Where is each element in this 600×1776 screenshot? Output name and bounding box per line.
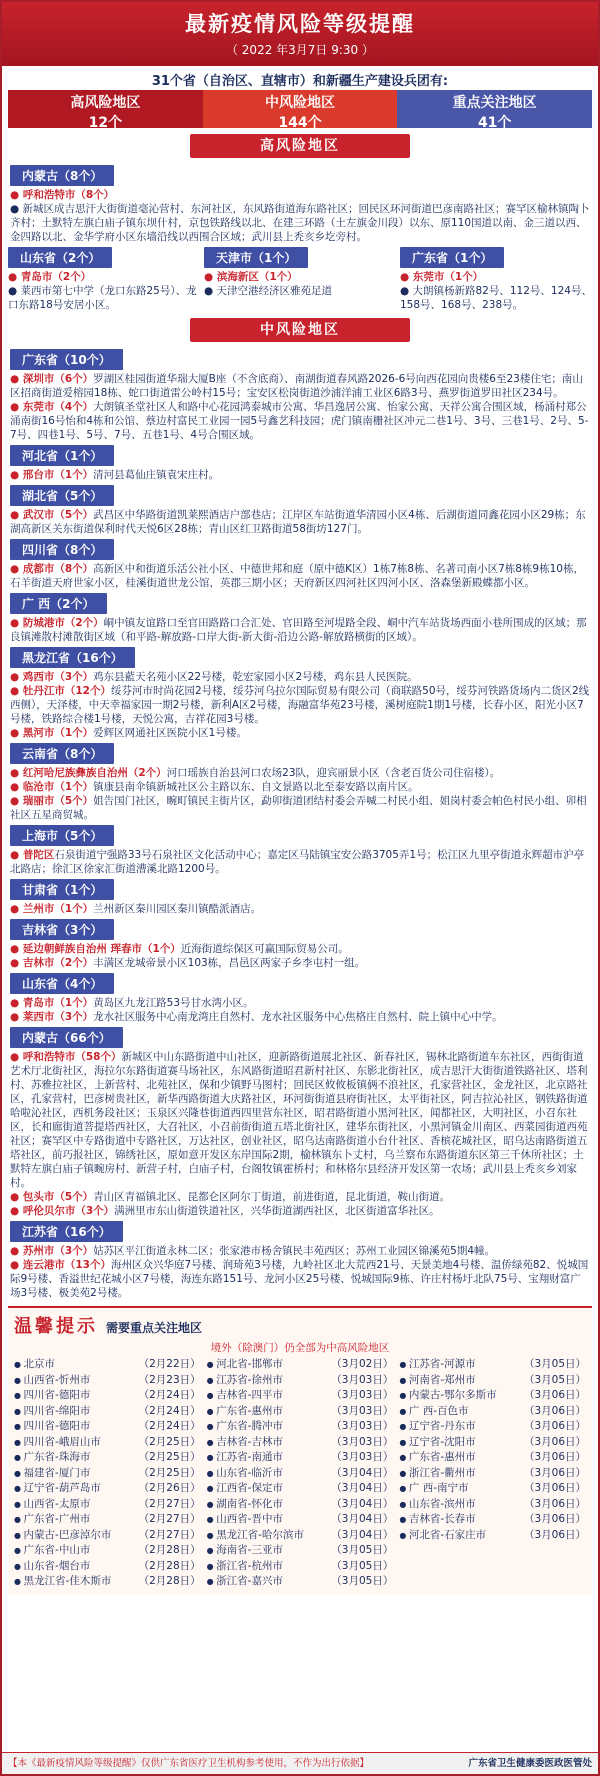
mid-province-block xyxy=(10,536,590,590)
header xyxy=(2,2,598,66)
tips-column xyxy=(14,1357,201,1590)
dot-icon: ● xyxy=(10,203,23,215)
tip-item xyxy=(14,1481,201,1497)
high-tj xyxy=(204,244,396,312)
tip-date: （2月27日） xyxy=(138,1528,201,1541)
area-text: 高新区中和街道乐活公社小区、中德世邦和庭（原中德K区）1栋7栋8栋、名著司南小区7栋8栋9栋10栋，石羊街道天府世家小区，桂溪街道世龙公馆，英郡三期小区；天府新区四河社区四河小区、洛森堡新殿蝶都小区。 xyxy=(10,563,584,589)
mid-province-block xyxy=(10,644,590,740)
bullet-icon: ● xyxy=(10,849,23,861)
tip-region: ● 辽宁省-沈阳市 xyxy=(399,1435,475,1451)
tip-date: （3月04日） xyxy=(331,1466,394,1479)
level-watch-count: 41个 xyxy=(477,115,512,131)
mid-area-item xyxy=(10,1244,590,1258)
area-text: 黄岛区九龙江路53号甘水湾小区。 xyxy=(93,997,254,1009)
area-text: 姑苏区平江街道永林二区；张家港市杨舍镇民丰苑西区；苏州工业园区锦溪苑5期4幢。 xyxy=(93,1245,495,1257)
tip-date: （3月05日） xyxy=(523,1373,586,1386)
bullet-icon: ● xyxy=(10,727,23,739)
city-name: 牡丹江市（12个） xyxy=(22,685,111,697)
bullet-icon: ● xyxy=(8,271,21,283)
tip-item xyxy=(14,1388,201,1404)
tip-date: （3月06日） xyxy=(523,1466,586,1479)
city-name: 东莞市（1个） xyxy=(412,271,484,283)
tip-item xyxy=(207,1497,394,1513)
tip-region: ● 江苏省-河源市 xyxy=(399,1357,475,1373)
tip-item xyxy=(399,1512,586,1528)
bullet-icon: ● xyxy=(10,1259,23,1271)
area-text: 新城区中山东路街道中山社区，迎新路街道展北社区、新春社区，锡林北路街道车东社区，西街街道艺术厅北街社区，海拉尔东路街道赛马场社区，东风路街道昭君新村社区、东影北街社区，成吉思汗大街街道铁路社区、塔利村、苏雅拉社区，上新营村、北苑社区，保和少镇野马图村；回民区攸攸板镇俩不浪社区，孔家营社区，金龙社区，北京路社区，孔家营村，巴彦树贵社区，新华西路街道大庆路社区，环河街街道县府街社区，太平街社区，阿吉拉沁社区，钢铁路街道哈啦沁社区，西机务段社区；玉泉区兴隆巷街道西四里营东社区，昭君路街道小黑河社区，闻都社区，大明社区，小召东社区，长和廊街道菩提塔西社区，大召社区，小召前街街道五塔北街社区，建华东街社区，小黑河镇金川南区、西菜园街道西苑社区；赛罕区中专路街道中专路社区，万达社区，创业社区，昭乌达南路街道小台什社区、香槟花城社区，昭乌达南路街道五塔社区，前巧报社区，锦绣社区，原如意开发区东岸国际2期，榆林镇东卜丈村，乌兰察布东路街道东区第三千休所社区；土默特左旗白庙子镇畹房村、新营子村，白庙子村，台阁牧镇霍桥村；和林格尔县经济开发区第一农场；武川县上秃亥乡刘家村。 xyxy=(10,1051,588,1189)
city-name: 深圳市（6个） xyxy=(22,373,94,385)
tip-item xyxy=(399,1481,586,1497)
province-label: 湖北省（5个） xyxy=(10,485,114,506)
mid-province-block xyxy=(10,442,590,482)
tip-region: ● 广东省-腾冲市 xyxy=(207,1419,283,1435)
area-text: 青山区青福镇北区、昆都仑区阿尔丁街道，前进街道，昆北街道，鞍山街道。 xyxy=(93,1191,451,1203)
area-text: 爱辉区网通社区医院小区1号楼。 xyxy=(93,727,247,739)
area-text: 石泉街道宁强路33号石泉社区文化活动中心；嘉定区马陆镇宝安公路3705弄1号；松江区九里亭街道永辉超市沪亭北路店；徐汇区徐家汇街道漕溪北路1200号。 xyxy=(10,849,585,875)
tip-region: ● 广东省-惠州市 xyxy=(207,1404,283,1420)
bullet-icon: ● xyxy=(204,271,217,283)
city-name: 呼伦贝尔市（3个） xyxy=(22,1205,115,1217)
mid-province-block xyxy=(10,346,590,442)
area-text: 近海街道综保区可赢国际贸易公司。 xyxy=(180,943,349,955)
tip-item xyxy=(399,1435,586,1451)
tip-date: （2月27日） xyxy=(138,1497,201,1510)
city-name: 青岛市（2个） xyxy=(20,271,92,283)
tip-date: （3月03日） xyxy=(331,1389,394,1401)
mid-area-item xyxy=(10,1010,590,1024)
city-name: 莱西市（3个） xyxy=(22,1011,94,1023)
tip-region: ● 北京市 xyxy=(14,1357,55,1373)
high-gd xyxy=(400,244,592,312)
high-nmg xyxy=(2,162,598,244)
mid-province-block xyxy=(10,590,590,644)
tip-item xyxy=(207,1404,394,1420)
mid-area-item xyxy=(10,766,590,780)
area-text: 丰满区龙城帝景小区103栋，昌邑区两家子乡李屯村一组。 xyxy=(93,957,366,969)
tip-item xyxy=(14,1435,201,1451)
area-text: 海州区众兴华庭7号楼、润琦苑3号楼，九岭社区北大荒西21号、天景美地4号楼、温侨绿苑82、悦城国际9号楼、香溢世纪花城小区7号楼，海连东路151号、龙河小区25号楼、悦城国际9栋、许庄村杨圩北队75号、宝翔财富广场3号楼、极美苑2号楼。 xyxy=(10,1259,589,1299)
area-text: 满洲里市东山街道铁道社区，兴华街道湖西社区，北区街道富华社区。 xyxy=(114,1205,440,1217)
bullet-icon: ● xyxy=(10,957,23,969)
bullet-icon: ● xyxy=(10,373,23,385)
city-name: 呼和浩特市（58个） xyxy=(22,1051,122,1063)
mid-area-item xyxy=(10,956,590,970)
tip-region: ● 四川省-德阳市 xyxy=(14,1419,90,1435)
mid-province-block xyxy=(10,970,590,1024)
tip-region: ● 山西省-忻州市 xyxy=(14,1373,90,1389)
tip-region: ● 黑龙江省-哈尔滨市 xyxy=(207,1528,304,1544)
tip-region: ● 山东省-烟台市 xyxy=(14,1559,90,1575)
mid-area-item xyxy=(10,1258,590,1300)
tip-item xyxy=(399,1404,586,1420)
tip-date: （2月25日） xyxy=(138,1466,201,1479)
province-label: 四川省（8个） xyxy=(10,539,114,560)
tip-date: （3月04日） xyxy=(331,1528,394,1541)
city-name: 苏州市（3个） xyxy=(22,1245,94,1257)
level-watch-name: 重点关注地区 xyxy=(452,95,537,111)
tip-item xyxy=(207,1512,394,1528)
tips-note: 境外（除澳门）仍全部为中高风险地区 xyxy=(210,1342,390,1354)
area-text: 天津空港经济区雅苑足道 xyxy=(216,285,332,297)
area-text: 兰州新区秦川园区秦川镇酷派酒店。 xyxy=(93,903,262,915)
mid-area-item xyxy=(10,902,590,916)
tip-item xyxy=(399,1450,586,1466)
tip-date: （3月03日） xyxy=(331,1373,394,1386)
city-name: 鸡西市（3个） xyxy=(22,671,94,683)
mid-area-item xyxy=(10,468,590,482)
area-text: 莱西市第七中学（龙口东路25号）、龙口东路18号安居小区。 xyxy=(8,285,197,311)
city-name: 青岛市（1个） xyxy=(22,997,94,1009)
bullet-icon: ● xyxy=(10,469,23,481)
tip-date: （3月05日） xyxy=(331,1544,394,1556)
footer-issuer: 广东省卫生健康委医政医管处 xyxy=(468,1758,592,1769)
province-label: 吉林省（3个） xyxy=(10,919,114,940)
warm-tips xyxy=(8,1306,592,1594)
bullet-icon: ● xyxy=(10,509,23,521)
province-label: 山东省（2个） xyxy=(8,247,112,268)
bullet-icon: ● xyxy=(10,563,23,575)
province-label: 广 西（2个） xyxy=(10,593,107,614)
tip-date: （2月27日） xyxy=(138,1513,201,1525)
tip-region: ● 四川省-峨眉山市 xyxy=(14,1435,101,1451)
tip-date: （3月06日） xyxy=(523,1404,586,1417)
bullet-icon: ● xyxy=(10,943,23,955)
city-name: 呼和浩特市（8个） xyxy=(22,189,115,201)
mid-area-item xyxy=(10,616,590,644)
tip-region: ● 广 西-南宁市 xyxy=(399,1481,468,1497)
tips-subtitle: 需要重点关注地区 xyxy=(106,1321,203,1335)
bullet-icon: ● xyxy=(10,781,23,793)
tip-item xyxy=(399,1373,586,1389)
tip-item xyxy=(399,1528,586,1544)
tip-item xyxy=(207,1559,394,1575)
tip-region: ● 内蒙古-巴彦淖尔市 xyxy=(14,1528,111,1544)
city-name: 延边朝鲜族自治州 珲春市（1个） xyxy=(22,943,181,955)
tip-date: （3月06日） xyxy=(523,1389,586,1401)
province-label: 甘肃省（1个） xyxy=(10,879,114,900)
tip-date: （2月26日） xyxy=(138,1482,201,1494)
tips-header xyxy=(14,1312,586,1338)
province-label: 河北省（1个） xyxy=(10,445,114,466)
tip-region: ● 黑龙江省-佳木斯市 xyxy=(14,1574,111,1590)
mid-area-item xyxy=(10,1204,590,1218)
tip-region: ● 吉林省-长春市 xyxy=(399,1512,475,1528)
area-text: 鸡东县藍天名苑小区22号楼，乾宏家园小区2号楼，鸡东县人民医院。 xyxy=(93,671,418,683)
level-summary xyxy=(8,90,592,131)
high-three-col xyxy=(2,244,598,312)
tip-date: （2月28日） xyxy=(138,1559,201,1572)
mid-area-item xyxy=(10,1050,590,1190)
bullet-icon: ● xyxy=(10,1011,23,1023)
tip-region: ● 广 西-百色市 xyxy=(399,1404,468,1420)
city-name: 邢台市（1个） xyxy=(22,469,94,481)
tip-region: ● 河北省-邯郸市 xyxy=(207,1357,283,1373)
tip-item xyxy=(14,1543,201,1559)
city-name: 瑞丽市（5个） xyxy=(22,795,94,807)
tip-date: （2月24日） xyxy=(138,1404,201,1417)
area-text: 武昌区中华路街道凯莱熙酒店户部巷店；江岸区车站街道华清园小区4栋、后湖街道同鑫花园小区29栋；东湖高新区关东街道保利时代天悦6区28栋；青山区红卫路街道58街坊127门。 xyxy=(10,509,586,535)
mid-province-block xyxy=(10,482,590,536)
tip-region: ● 吉林省-吉林市 xyxy=(207,1435,283,1451)
tip-item xyxy=(399,1357,586,1373)
tip-item xyxy=(207,1481,394,1497)
tip-region: ● 海南省-三亚市 xyxy=(207,1543,283,1559)
tip-item xyxy=(14,1574,201,1590)
mid-area-item xyxy=(10,780,590,794)
level-mid-count: 144个 xyxy=(278,115,322,131)
dot-icon: ● xyxy=(400,285,413,297)
tip-region: ● 江苏省-徐州市 xyxy=(207,1373,283,1389)
tip-item xyxy=(14,1404,201,1420)
tip-date: （2月28日） xyxy=(138,1575,201,1587)
tip-region: ● 辽宁省-丹东市 xyxy=(399,1419,475,1435)
tip-item xyxy=(14,1357,201,1373)
tip-region: ● 辽宁省-葫芦岛市 xyxy=(14,1481,101,1497)
tip-item xyxy=(399,1388,586,1404)
tip-region: ● 四川省-绵阳市 xyxy=(14,1404,90,1420)
tip-date: （3月03日） xyxy=(331,1404,394,1417)
tip-date: （2月24日） xyxy=(138,1420,201,1432)
bullet-icon: ● xyxy=(10,997,23,1009)
mid-province-block xyxy=(10,740,590,822)
level-high xyxy=(8,90,203,131)
tip-date: （3月06日） xyxy=(523,1420,586,1432)
tip-date: （3月04日） xyxy=(331,1513,394,1525)
province-label: 天津市（1个） xyxy=(204,247,308,268)
tip-date: （3月06日） xyxy=(523,1513,586,1525)
tip-region: ● 江苏省-南通市 xyxy=(207,1450,283,1466)
province-label: 山东省（4个） xyxy=(10,973,114,994)
mid-area-item xyxy=(10,670,590,684)
city-name: 武汉市（5个） xyxy=(22,509,94,521)
area-text: 大朗镇杨新路82号、112号、124号、158号、168号、238号。 xyxy=(400,285,592,311)
area-text: 新城区成吉思汗大街街道毫沁营村、东河社区，东风路街道海东路社区；回民区环河街道巴彦南路社区；赛罕区榆林镇陶卜齐村；土默特左旗白庙子镇东坝什村，京包铁路线以北、在建三环路（土左旗金川段）以东、原110国道以南、金三道以西、金四路以北、金华学府小区东墙沿线以西围合区域；武川县上秃亥乡圪旁村。 xyxy=(10,203,590,243)
tip-date: （3月06日） xyxy=(523,1451,586,1463)
city-name: 东莞市（4个） xyxy=(22,401,94,413)
province-label: 上海市（5个） xyxy=(10,825,114,846)
province-label: 内蒙古（66个） xyxy=(10,1027,123,1048)
province-label: 广东省（10个） xyxy=(10,349,123,370)
city-name: 包头市（5个） xyxy=(22,1191,94,1203)
tip-region: ● 广东省-珠海市 xyxy=(14,1450,90,1466)
mid-area-item xyxy=(10,942,590,956)
tip-region: ● 浙江省-衢州市 xyxy=(399,1466,475,1482)
mid-risk-list xyxy=(2,346,598,1300)
tip-item xyxy=(207,1357,394,1373)
dot-icon: ● xyxy=(204,285,217,297)
tip-item xyxy=(207,1574,394,1590)
province-label: 云南省（8个） xyxy=(10,743,114,764)
level-mid xyxy=(203,90,398,131)
tip-region: ● 福建省-厦门市 xyxy=(14,1466,90,1482)
tip-date: （3月05日） xyxy=(523,1358,586,1370)
tip-region: ● 内蒙古-鄂尔多斯市 xyxy=(399,1388,496,1404)
footer-disclaimer: 【本《最新疫情风险等级提醒》仅供广东省医疗卫生机构参考使用，不作为出行依据】 xyxy=(8,1758,370,1769)
tip-item xyxy=(14,1497,201,1513)
tip-region: ● 浙江省-杭州市 xyxy=(207,1559,283,1575)
page-title: 最新疫情风险等级提醒 xyxy=(185,12,415,36)
tip-item xyxy=(14,1512,201,1528)
tip-region: ● 湖南省-怀化市 xyxy=(207,1497,283,1513)
tip-date: （3月06日） xyxy=(523,1482,586,1494)
bullet-icon: ● xyxy=(10,767,23,779)
mid-province-block xyxy=(10,876,590,916)
tip-date: （3月04日） xyxy=(331,1482,394,1494)
tip-region: ● 河南省-郑州市 xyxy=(399,1373,475,1389)
province-label: 广东省（1个） xyxy=(400,247,504,268)
area-text: 绥芬河市时尚花园2号楼，绥芬河乌拉尔国际贸易有限公司（商联路50号，绥芬河铁路货场内二货区2线西侧），天泽楼，中天幸福家园一期2号楼，新利A区2号楼，海融富华苑23号楼，溪树庭院1期1号楼，长春小区，阳光小区7号楼，铁路综合楼1号楼，天悦公寓，吉祥花园3号楼。 xyxy=(10,685,590,725)
city-name: 连云港市（13个） xyxy=(22,1259,111,1271)
level-high-count: 12个 xyxy=(88,115,123,131)
tip-date: （3月06日） xyxy=(523,1528,586,1541)
city-name: 防城港市（2个） xyxy=(22,617,104,629)
tip-item xyxy=(207,1419,394,1435)
area-text: 清河县葛仙庄镇袁宋庄村。 xyxy=(93,469,220,481)
mid-province-block xyxy=(10,1024,590,1218)
tip-region: ● 广东省-广州市 xyxy=(14,1512,90,1528)
area-text: 大朗镇圣堂社区人和路中心花园鸿泰城市公寓、华昌逸居公寓、怡家公寓、天祥公寓合围区域，杨涌村郑公涌南街16号怡和4栋和公馆、蔡边村富民工业园一园5号鑫艺科技园；虎门镇南栅社区冲元二巷1号、3号、三巷1号、2号、5-7号、四巷1号、5号、7号、五巷1号、4号合围区域。 xyxy=(10,401,589,441)
tip-item xyxy=(14,1373,201,1389)
city-name: 吉林市（2个） xyxy=(22,957,94,969)
tip-item xyxy=(399,1466,586,1482)
city-name: 普陀区 xyxy=(22,849,55,861)
mid-area-item xyxy=(10,1190,590,1204)
tip-date: （2月24日） xyxy=(138,1389,201,1401)
area-text: 龙水社区服务中心南龙湾庄自然村、龙水社区服务中心焦格庄自然村、院上镇中心中学。 xyxy=(93,1011,503,1023)
bullet-icon: ● xyxy=(400,271,413,283)
mid-area-item xyxy=(10,508,590,536)
tip-item xyxy=(207,1435,394,1451)
bullet-icon: ● xyxy=(10,685,23,697)
tip-date: （3月03日） xyxy=(331,1435,394,1448)
tip-item xyxy=(207,1450,394,1466)
tip-item xyxy=(207,1528,394,1544)
tip-date: （2月25日） xyxy=(138,1435,201,1448)
area-text: 峒中镇友谊路口至官田路路口合汇处、官田路至河堤路全段、峒中汽车站货场西面小巷所围成的区域；那良镇滩散村滩散街区域（和平路-解放路-口岸大街-新大街-沿边公路-解放路横街的区域）。 xyxy=(10,617,587,643)
tip-date: （3月06日） xyxy=(523,1497,586,1510)
mid-province-block xyxy=(10,1218,590,1300)
bullet-icon: ● xyxy=(10,189,23,201)
level-mid-name: 中风险地区 xyxy=(265,95,335,111)
high-sd xyxy=(8,244,200,312)
dot-icon: ● xyxy=(8,285,21,297)
bullet-icon: ● xyxy=(10,903,23,915)
tip-date: （3月03日） xyxy=(331,1451,394,1463)
mid-province-block xyxy=(10,822,590,876)
tips-column xyxy=(207,1357,394,1590)
mid-area-item xyxy=(10,848,590,876)
tip-item xyxy=(207,1373,394,1389)
city-name: 红河哈尼族彝族自治州（2个） xyxy=(22,767,167,779)
tip-item xyxy=(14,1466,201,1482)
tip-item xyxy=(207,1388,394,1404)
tip-date: （3月06日） xyxy=(523,1435,586,1448)
tip-date: （3月02日） xyxy=(331,1358,394,1370)
mid-area-item xyxy=(10,794,590,822)
tip-region: ● 山东省-滨州市 xyxy=(399,1497,475,1513)
province-label: 内蒙古（8个） xyxy=(10,165,114,186)
tips-column xyxy=(399,1357,586,1590)
tip-region: ● 山西省-太原市 xyxy=(14,1497,90,1513)
bullet-icon: ● xyxy=(10,1205,23,1217)
bullet-icon: ● xyxy=(10,1245,23,1257)
bullet-icon: ● xyxy=(10,795,23,807)
tip-region: ● 吉林省-四平市 xyxy=(207,1388,283,1404)
area-text: 罗湖区桂园街道华瑞大厦B座（不含底商）、南湖街道春风路2026-6号向西花园向贵楼6至23楼住宅；南山区招商街道爱榕园18栋、蛇口街道雷公岭村15号；宝安区松岗街道沙浦洋浦工业区6路3号、燕罗街道罗田社区234号。 xyxy=(10,373,583,399)
bullet-icon: ● xyxy=(10,671,23,683)
bullet-icon: ● xyxy=(10,1051,23,1063)
mid-area-item xyxy=(10,372,590,400)
tip-item xyxy=(399,1419,586,1435)
area-text: 镇康县南伞镇新城社区公主路以东、自文景路以北至泰安路以南片区。 xyxy=(93,781,419,793)
tip-item xyxy=(207,1543,394,1559)
tip-date: （3月05日） xyxy=(331,1575,394,1587)
tip-date: （2月28日） xyxy=(138,1544,201,1556)
tip-item xyxy=(207,1466,394,1482)
city-name: 滨海新区（1个） xyxy=(216,271,298,283)
tips-title: 温馨提示 xyxy=(14,1316,98,1337)
footer xyxy=(2,1752,598,1774)
tip-item xyxy=(14,1559,201,1575)
tip-region: ● 浙江省-嘉兴市 xyxy=(207,1574,283,1590)
tip-date: （3月05日） xyxy=(331,1559,394,1572)
mid-area-item xyxy=(10,684,590,726)
tip-region: ● 河北省-石家庄市 xyxy=(399,1528,486,1544)
high-risk-banner: 高风险地区 xyxy=(190,134,410,158)
tip-item xyxy=(14,1450,201,1466)
mid-area-item xyxy=(10,562,590,590)
tip-date: （3月03日） xyxy=(331,1420,394,1432)
mid-province-block xyxy=(10,916,590,970)
city-name: 临沧市（1个） xyxy=(22,781,94,793)
bullet-icon: ● xyxy=(10,1191,23,1203)
city-name: 兰州市（1个） xyxy=(22,903,94,915)
level-watch xyxy=(397,90,592,131)
tip-region: ● 广东省-中山市 xyxy=(14,1543,90,1559)
level-high-name: 高风险地区 xyxy=(70,95,141,111)
mid-area-item xyxy=(10,996,590,1010)
city-name: 黑河市（1个） xyxy=(22,727,94,739)
tip-region: ● 山东省-临沂市 xyxy=(207,1466,283,1482)
tip-date: （2月23日） xyxy=(138,1373,201,1386)
tip-region: ● 山西省-晋中市 xyxy=(207,1512,283,1528)
tip-item xyxy=(14,1419,201,1435)
mid-area-item xyxy=(10,400,590,442)
tip-item xyxy=(14,1528,201,1544)
tip-item xyxy=(399,1497,586,1513)
tip-region: ● 广东省-惠州市 xyxy=(399,1450,475,1466)
update-date: （ 2022 年3月7日 9:30 ） xyxy=(225,43,374,57)
tip-date: （2月25日） xyxy=(138,1451,201,1463)
province-label: 江苏省（16个） xyxy=(10,1221,123,1242)
area-text: 河口瑶族自治县河口农场23队，迎宾丽景小区（含老百货公司住宿楼）。 xyxy=(166,767,501,779)
bullet-icon: ● xyxy=(10,617,23,629)
tip-region: ● 四川省-德阳市 xyxy=(14,1388,90,1404)
tip-date: （2月22日） xyxy=(138,1358,201,1370)
tips-grid xyxy=(14,1357,586,1590)
area-text: 姐告国门社区，畹町镇民主街片区，勐卯街道团结村委会弄喊二村民小组、姐岗村委会帕色村民小组、卯相社区五星商贸城。 xyxy=(10,795,587,821)
tip-region: ● 江西省-保定市 xyxy=(207,1481,283,1497)
city-name: 成都市（8个） xyxy=(22,563,94,575)
intro-text: 31个省（自治区、直辖市）和新疆生产建设兵团有: xyxy=(151,74,449,89)
province-label: 黑龙江省（16个） xyxy=(10,647,135,668)
tip-date: （3月04日） xyxy=(331,1497,394,1510)
mid-area-item xyxy=(10,726,590,740)
bullet-icon: ● xyxy=(10,401,23,413)
mid-risk-banner: 中风险地区 xyxy=(190,318,410,342)
